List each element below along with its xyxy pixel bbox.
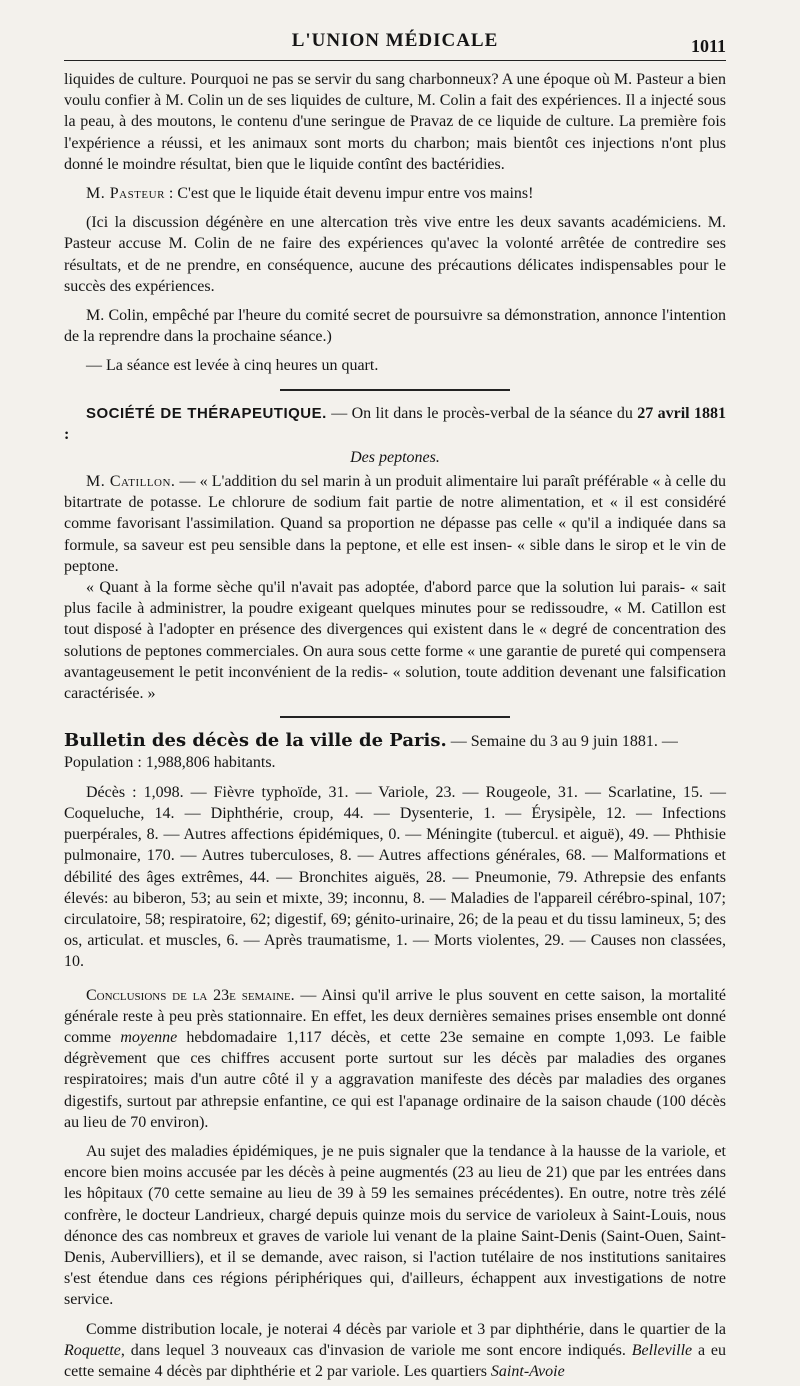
paragraph-seance-levee: — La séance est levée à cinq heures un quart. (86, 357, 379, 375)
section-divider-1 (280, 389, 510, 391)
journal-title: L'UNION MÉDICALE (291, 30, 499, 51)
bulletin-local-distribution (64, 1319, 726, 1383)
local-text-b: , dans lequel 3 nouveaux cas d'invasion de variole me sont encore indiqués. (120, 1341, 632, 1359)
bulletin-conclusions (64, 985, 726, 1133)
paragraph-altercation: (Ici la discussion dégénère en une altercation très vive entre les deux savants académiciens. M. Pasteur accuse M. Colin de ne faire des expériences qu'avec la volonté arrêtée de contredire ses résultats, et de ne prendre, en conséquence, aucune des précautions délicates indispensables pour le succès des expériences. (64, 214, 726, 295)
societe-heading: SOCIÉTÉ DE THÉRAPEUTIQUE. (86, 404, 327, 422)
conclusions-text-b: hebdomadaire 1,117 décès, et cette 23e semaine en compte 1,093. Le faible dégrèvement que ces chiffres accusent porte surtout sur les décès par maladies des organes respiratoires; mais d'un autre côté il y a aggravation manifeste des décès par maladies des organes digestifs, surtout par athrepsie enfantine, ce qui est l'apanage ordinaire de la saison chaude (100 décès au lieu de 70 environ). (64, 1028, 727, 1131)
societe-intro (64, 403, 726, 445)
societe-date: 27 avril 1881 : (64, 404, 726, 443)
conclusions-text-a: — Ainsi qu'il arrive le plus souvent en cette saison, la mortalité générale reste à peu près stationnaire. En effet, les deux dernières semaines prises ensemble ont donné comme (64, 986, 726, 1046)
paragraph-colin: M. Colin, empêché par l'heure du comité secret de poursuivre sa démonstration, annonce l'intention de la reprendre dans la prochaine séance.) (64, 307, 726, 346)
page-number: 1011 (690, 36, 726, 56)
local-roquette: Roquette (64, 1341, 121, 1359)
running-header (64, 26, 726, 61)
speaker-catillon: M. Catillon. (86, 473, 176, 491)
conclusions-heading: Conclusions de la 23e semaine. (86, 986, 295, 1004)
pasteur-reply-text: : C'est que le liquide était devenu impur entre vos mains! (164, 185, 534, 203)
local-belleville: Belleville (631, 1341, 693, 1359)
bulletin-epidemics: Au sujet des maladies épidémiques, je ne puis signaler que la tendance à la hausse de la variole, et encore bien moins accusée par les décès à peine augmentés (23 au lieu de 21) que par les entrées dans les hôpitaux (70 cette semaine au lieu de 39 à 59 les semaines précédentes). En outre, notre très zélé confrère, le docteur Landrieux, chargé depuis quinze mois du service de varioleux à Saint-Louis, nous dénonce des cas nombreux et graves de variole lui venant de la plaine Saint-Denis (Saint-Ouen, Saint-Denis, Aubervilliers), et il se demande, avec raison, si l'action tutélaire de nos institutions sanitaires s'est étendue dans ces régions périphériques qui, d'ailleurs, échappent aux investigations de notre service. (64, 1142, 726, 1309)
paragraph-culture: liquides de culture. Pourquoi ne pas se servir du sang charbonneux? A une époque où M. Pasteur a bien voulu confier à M. Colin un de ses liquides de culture, M. Colin a fait des expériences. Il a injecté sous la peau, à des moutons, le contenu d'une seringue de Pravaz de ce liquide de culture. La première fois l'expérience a réussi, et les animaux sont morts du charbon; mais bientôt ces injections n'ont plus donné le moindre résultat, bien que le liquide contînt des bactéridies. (64, 71, 726, 173)
societe-subtitle: Des peptones. (350, 449, 440, 467)
bulletin-week: — Semaine du 3 au 9 juin 1881. — (446, 733, 678, 751)
catillon-quote-2: « Quant à la forme sèche qu'il n'avait pas adoptée, d'abord parce que la solution lui parais- « sait plus facile à administrer, la poudre exigeant quelques minutes pour se redissoudre, « M. Catillon est tout disposé à l'adopter en présence des divergences qui existent dans le « degré de concentration des solutions de peptones commerciales. On aura sous cette forme « une garantie de pureté qui compensera avantageusement le petit inconvénient de la redis- « solution, toute addition devenant une falsification caractérisée. » (64, 579, 726, 703)
bulletin-population: Population : 1,988,806 habitants. (64, 754, 276, 772)
local-text-c: a eu cette semaine 4 décès par diphthérie et 2 par variole. Les quartiers (64, 1341, 727, 1380)
societe-intro-text: — On lit dans le procès-verbal de la séance du (326, 404, 638, 422)
catillon-quote-1-text: — « L'addition du sel marin à un produit alimentaire lui paraît préférable « à celle du bitartrate de potasse. Le chlorure de sodium fait partie de notre alimentation, et « il est considéré comme favorisant l'assimilation. Quand sa proportion ne dépasse pas celle « qu'il a indiquée dans sa formule, sa saveur est peu sensible dans la peptone, et elle est insen- « sible dans le sirop et le vin de peptone. (64, 473, 726, 575)
bulletin-heading: Bulletin des décès de la ville de Paris. (64, 730, 447, 752)
catillon-quote-1 (64, 471, 726, 577)
conclusions-emphasis: moyenne (120, 1028, 178, 1046)
paragraph-pasteur-reply (64, 183, 726, 204)
bulletin-deces-list: Décès : 1,098. — Fièvre typhoïde, 31. — Variole, 23. — Rougeole, 31. — Scarlatine, 15. — Coqueluche, 14. — Diphthérie, croup, 44. — Dysenterie, 1. — Érysipèle, 12. — Infections puerpérales, 8. — Autres affections épidémiques, 0. — Méningite (tubercul. et aiguë), 49. — Phthisie pulmonaire, 170. — Autres tuberculoses, 8. — Autres affections générales, 68. — Malformations et débilité des âges extrêmes, 44. — Bronchites aiguës, 28. — Pneumonie, 79. Athrepsie des enfants élevés: au biberon, 53; au sein et mixte, 39; inconnu, 8. — Maladies de l'appareil cérébro-spinal, 107; circulatoire, 58; respiratoire, 62; digestif, 69; génito-urinaire, 26; de la peau et du tissu lamineux, 5; des os, articulat. et muscles, 6. — Après traumatisme, 1. — Morts violentes, 29. — Causes non classées, 10. (64, 783, 726, 971)
local-saint-avoie: Saint-Avoie (490, 1362, 565, 1380)
local-text-a: Comme distribution locale, je noterai 4 décès par variole et 3 par diphthérie, dans le quartier de la (86, 1320, 726, 1338)
bulletin-heading-line (64, 730, 726, 752)
section-divider-2 (280, 716, 510, 718)
speaker-pasteur: M. Pasteur (86, 185, 165, 203)
